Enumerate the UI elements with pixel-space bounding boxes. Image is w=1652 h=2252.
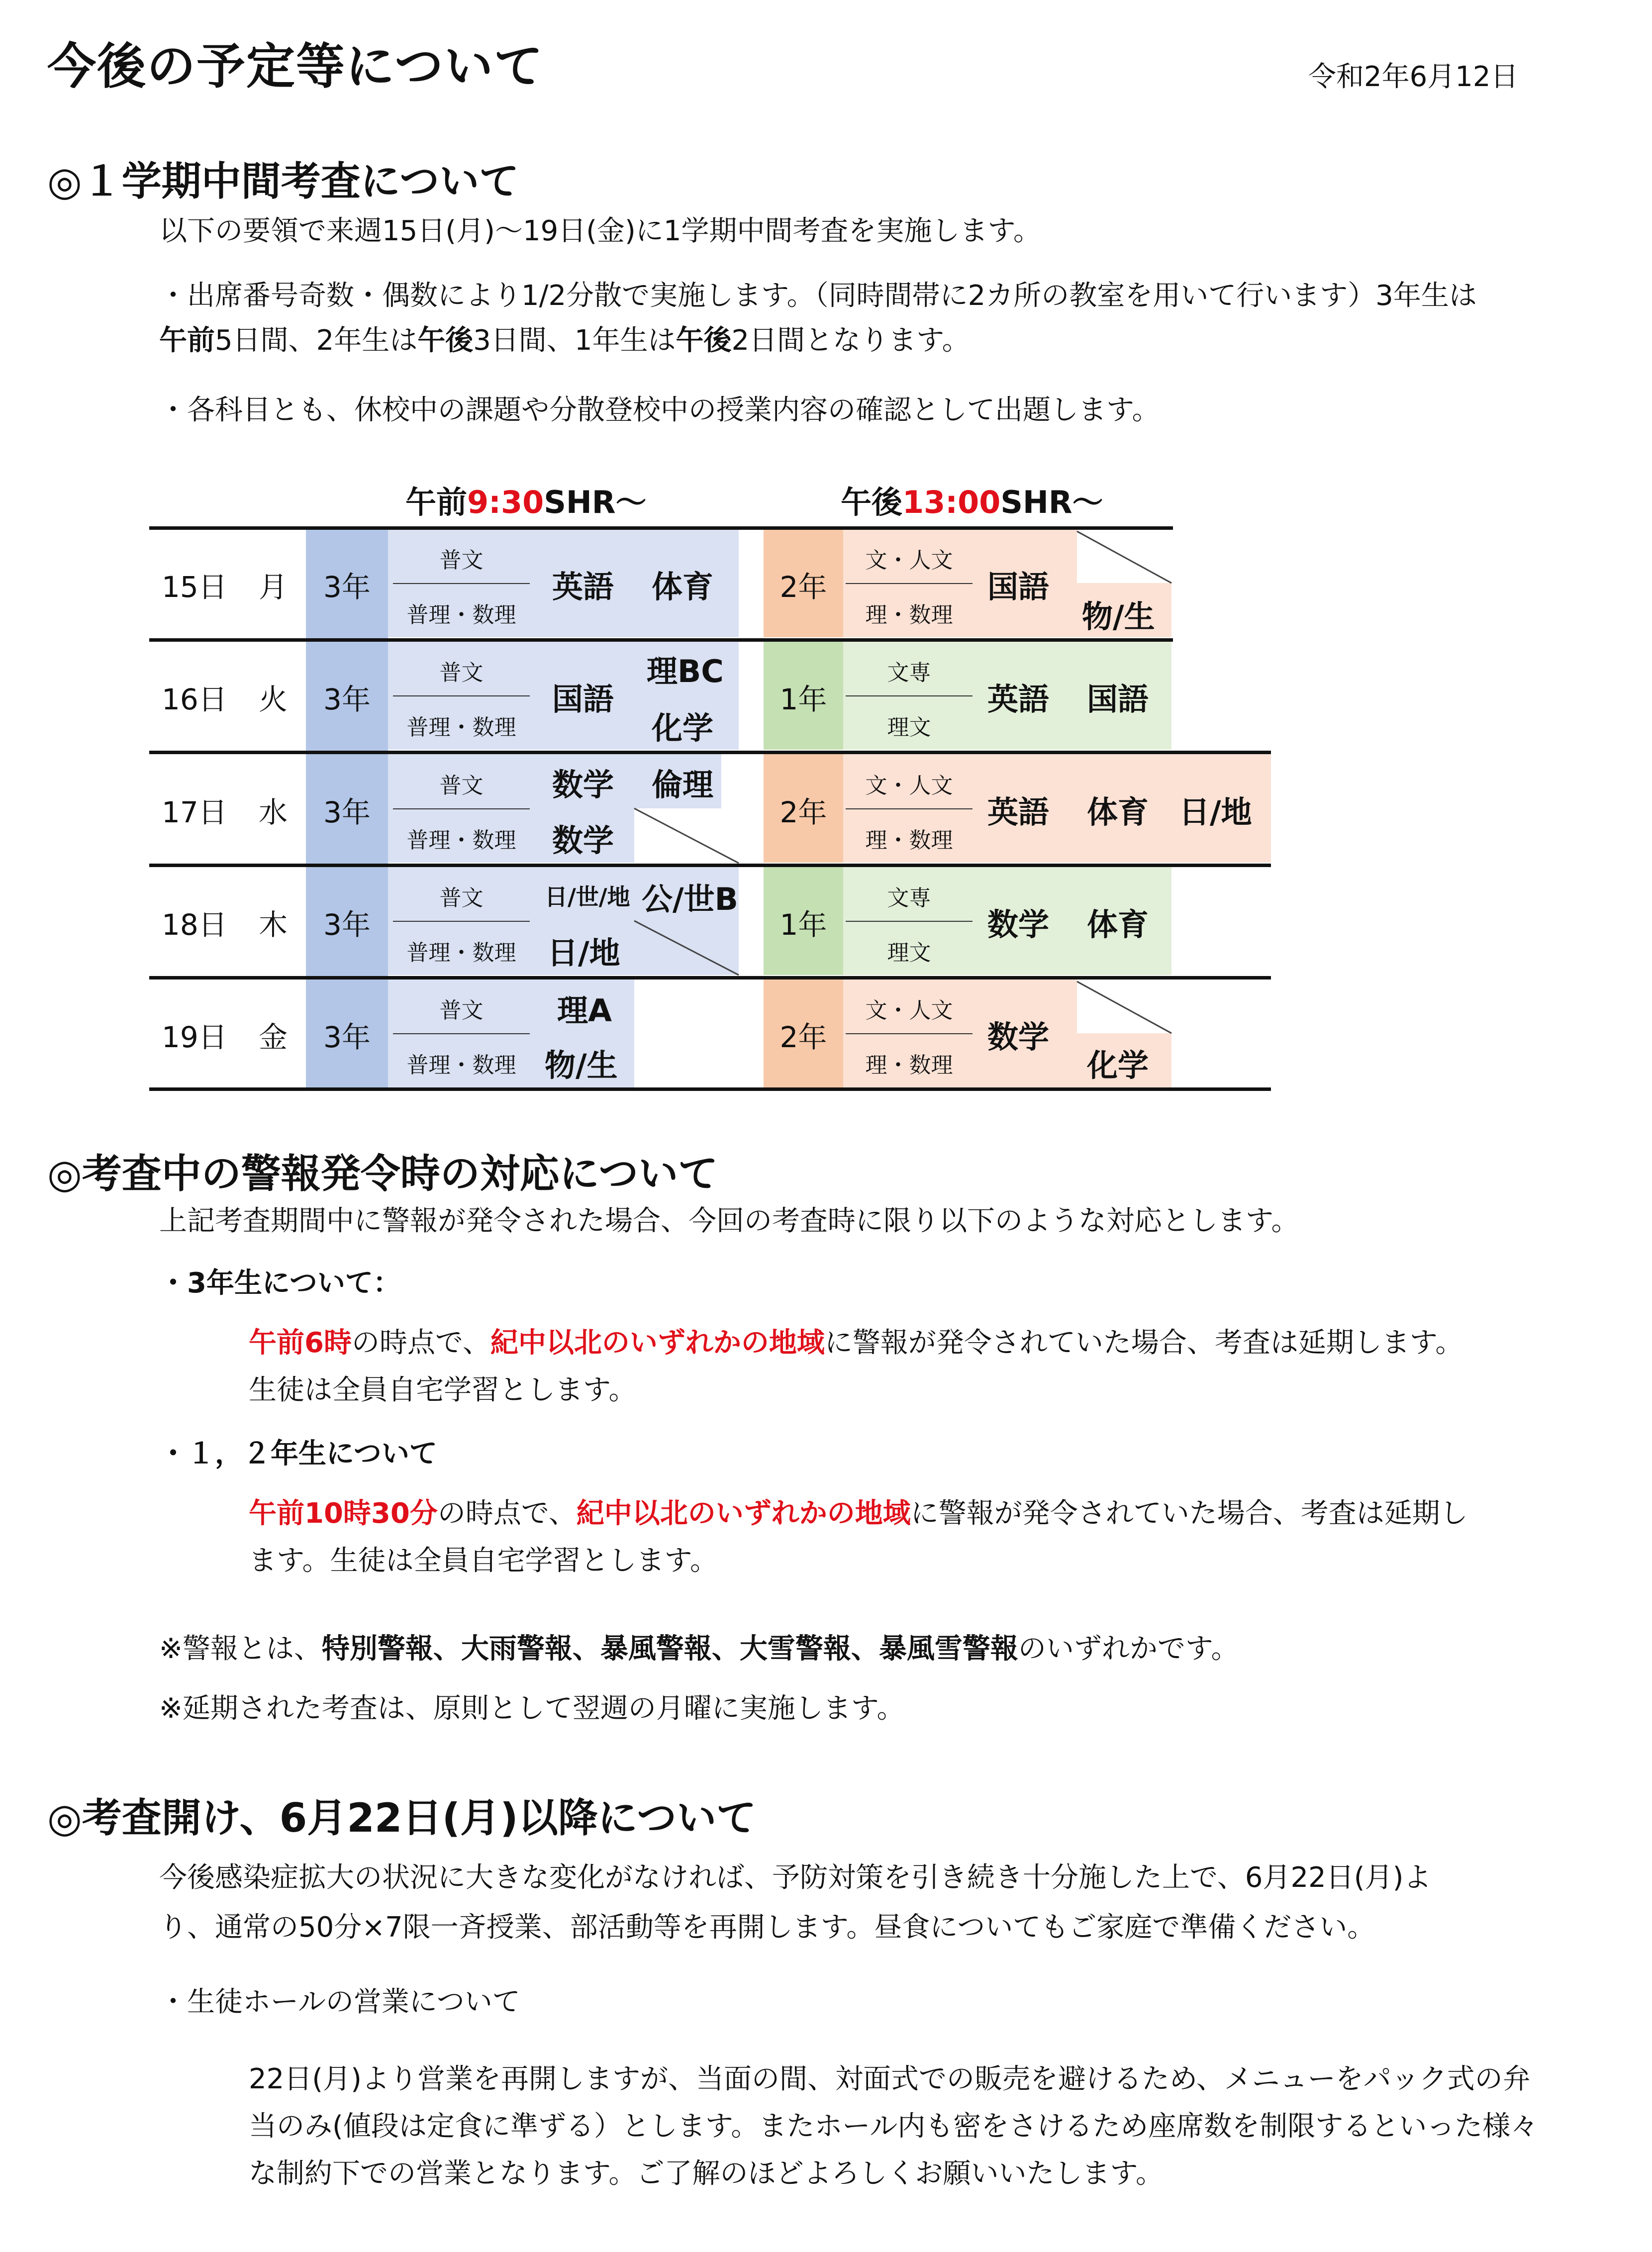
row-date: 18日 — [162, 908, 227, 942]
row-weekday: 金 — [259, 1020, 288, 1054]
pm-bottom-label: 理文 — [887, 940, 931, 966]
region-highlight: 紀中以北のいずれかの地域 — [576, 1497, 911, 1530]
row-date: 19日 — [162, 1020, 227, 1054]
row-date: 16日 — [162, 683, 227, 716]
emphasis-pm: 午後 — [676, 324, 732, 357]
grade3-heading: ・3年生について： — [159, 1267, 401, 1299]
grade12-line-1 — [249, 1486, 1468, 1541]
student-hall-line-2: 当のみ(値段は定食に準ずる）とします。またホール内も密をさけるため座席数を制限するといった様々 — [249, 2110, 1539, 2143]
text: ※警報とは、 — [159, 1633, 322, 1665]
am-bottom-label: 普理・数理 — [406, 602, 516, 628]
midterm-bullet-2: ・各科目とも、休校中の課題や分散登校中の授業内容の確認として出題します。 — [159, 394, 1160, 426]
subject: 物/生 — [1082, 598, 1155, 635]
row-weekday: 木 — [259, 908, 288, 942]
grade3-line-1 — [249, 1316, 1463, 1371]
grade3-line-2: 生徒は全員自宅学習とします。 — [249, 1374, 637, 1406]
row-weekday: 火 — [259, 683, 288, 716]
alert-intro: 上記考査期間中に警報が発令された場合、今回の考査時に限り以下のような対応とします。 — [159, 1205, 1299, 1237]
subject: 数学 — [552, 767, 614, 803]
subject: 体育 — [1087, 906, 1149, 943]
pm-header-suffix: SHR～ — [1000, 484, 1103, 520]
grade12-heading: ・１，２年生について — [159, 1438, 437, 1470]
resume-line-1: 今後感染症拡大の状況に大きな変化がなければ、予防対策を引き続き十分施した上で、6月22日(月)よ — [159, 1861, 1432, 1894]
text: の時点で、 — [437, 1497, 577, 1530]
am-header-time: 9:30 — [467, 484, 544, 520]
am-top-label: 普文 — [439, 773, 484, 798]
emphasis-pm: 午後 — [417, 324, 474, 357]
subject: 日/地 — [1179, 794, 1252, 830]
pm-grade: 2年 — [779, 795, 827, 829]
am-header-label: 午前 — [405, 484, 468, 520]
time-highlight: 午前6時 — [249, 1327, 352, 1359]
pm-grade: 1年 — [779, 683, 827, 716]
am-grade: 3年 — [323, 1020, 371, 1054]
am-grade: 3年 — [323, 570, 371, 604]
subject: 日/世/地 — [545, 883, 630, 910]
subject: 英語 — [987, 681, 1050, 717]
subject: 国語 — [1087, 681, 1149, 717]
subject: 日/地 — [547, 935, 620, 971]
subject: 理BC — [647, 653, 724, 689]
am-top-label: 普文 — [439, 885, 484, 911]
am-grade: 3年 — [323, 683, 371, 716]
pm-bottom-label: 理・数理 — [865, 602, 953, 628]
am-top-label: 普文 — [439, 548, 484, 573]
am-top-label: 普文 — [439, 660, 484, 685]
student-hall-line-1: 22日(月)より営業を再開しますが、当面の間、対面式での販売を避けるため、メニューをパック式の弁 — [249, 2063, 1531, 2095]
row-weekday: 月 — [259, 570, 288, 604]
subject: 体育 — [652, 569, 714, 605]
section-heading-alert: ◎考査中の警報発令時の対応について — [47, 1151, 718, 1197]
subject: 化学 — [652, 710, 714, 746]
pm-grade: 1年 — [779, 908, 827, 942]
subject: 理A — [557, 992, 612, 1029]
warning-definition-note — [159, 1622, 1239, 1676]
pm-top-label: 文専 — [887, 660, 931, 685]
region-highlight: 紀中以北のいずれかの地域 — [490, 1327, 825, 1359]
pm-header-label: 午後 — [841, 484, 903, 520]
subject: 公/世B — [642, 881, 738, 917]
text: に警報が発令されていた場合、考査は延期します。 — [824, 1327, 1463, 1359]
am-grade: 3年 — [323, 795, 371, 829]
grade12-line-2: ます。生徒は全員自宅学習とします。 — [249, 1545, 718, 1577]
time-highlight: 午前10時30分 — [249, 1497, 438, 1530]
pm-bottom-label: 理・数理 — [865, 828, 953, 853]
text: のいずれかです。 — [1018, 1633, 1239, 1665]
row-date: 17日 — [162, 795, 227, 829]
pm-bottom-label: 理文 — [887, 715, 931, 740]
pm-header-time: 13:00 — [902, 484, 1001, 520]
subject: 数学 — [552, 822, 614, 859]
midterm-bullet-1-line-1: ・出席番号奇数・偶数により1/2分散で実施します。（同時間帯に2カ所の教室を用いて行います）3年生は — [159, 280, 1477, 312]
section-heading-midterm: ◎１学期中間考査について — [47, 158, 519, 204]
subject: 英語 — [552, 569, 614, 605]
warning-types: 特別警報、大雨警報、暴風警報、大雪警報、暴風雪警報 — [321, 1633, 1018, 1665]
am-header-suffix: SHR～ — [544, 484, 647, 520]
row-date: 15日 — [162, 570, 227, 604]
postponement-note: ※延期された考査は、原則として翌週の月曜に実施します。 — [159, 1692, 905, 1725]
page-title: 今後の予定等について — [47, 38, 544, 95]
text: 5日間、2年生は — [215, 324, 418, 357]
resume-line-2: り、通常の50分×7限一斉授業、部活動等を再開します。昼食についてもご家庭で準備ください。 — [159, 1911, 1375, 1944]
pm-bottom-label: 理・数理 — [865, 1053, 953, 1078]
subject: 化学 — [1087, 1047, 1149, 1083]
section-heading-after-exam: ◎考査開け、6月22日(月)以降について — [47, 1795, 757, 1841]
text: 3日間、1年生は — [473, 324, 676, 357]
subject: 国語 — [552, 681, 614, 717]
subject: 体育 — [1087, 794, 1149, 830]
pm-top-label: 文専 — [887, 885, 931, 911]
subject: 物/生 — [545, 1047, 618, 1083]
pm-grade: 2年 — [779, 1020, 827, 1054]
text: の時点で、 — [351, 1327, 490, 1359]
pm-grade: 2年 — [779, 570, 827, 604]
text: 2日間となります。 — [731, 324, 970, 357]
text: に警報が発令されていた場合、考査は延期し — [910, 1497, 1468, 1530]
am-bottom-label: 普理・数理 — [406, 828, 516, 853]
pm-top-label: 文・人文 — [865, 548, 953, 573]
am-grade: 3年 — [323, 908, 371, 942]
row-weekday: 水 — [259, 795, 288, 829]
document-date: 令和2年6月12日 — [1308, 61, 1519, 93]
subject: 数学 — [987, 1019, 1050, 1055]
am-bottom-label: 普理・数理 — [406, 940, 516, 966]
student-hall-line-3: な制約下での営業となります。ご了解のほどよろしくお願いいたします。 — [249, 2157, 1164, 2190]
am-bottom-label: 普理・数理 — [406, 1053, 516, 1078]
student-hall-heading: ・生徒ホールの営業について — [159, 1986, 520, 2018]
am-bottom-label: 普理・数理 — [406, 715, 516, 740]
subject: 国語 — [987, 569, 1050, 605]
subject: 英語 — [987, 794, 1050, 830]
subject: 倫理 — [652, 767, 714, 803]
am-top-label: 普文 — [439, 998, 484, 1023]
subject: 数学 — [987, 906, 1050, 943]
midterm-intro: 以下の要領で来週15日(月)～19日(金)に1学期中間考査を実施します。 — [159, 215, 1042, 247]
pm-top-label: 文・人文 — [865, 998, 953, 1023]
emphasis-am: 午前 — [159, 324, 215, 357]
pm-top-label: 文・人文 — [865, 773, 953, 798]
